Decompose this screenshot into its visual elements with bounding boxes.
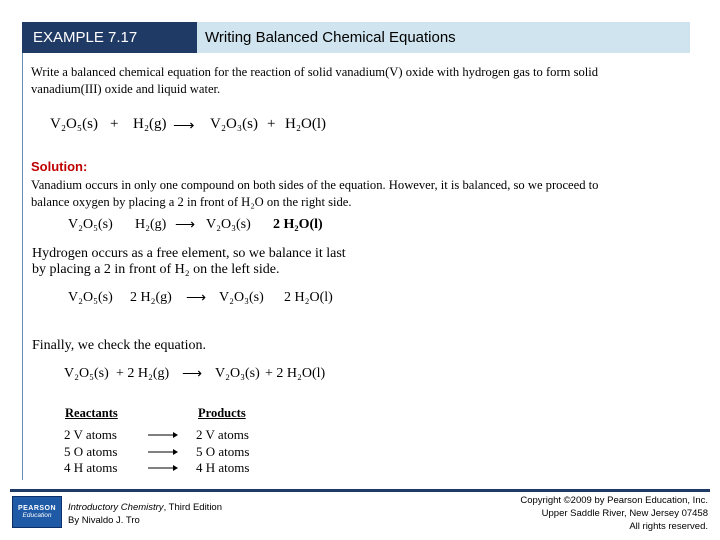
eq2-reactant-2: 2 H₂(g) [130,290,172,305]
eq1-reactant-2: H₂(g) [135,217,167,232]
table-row-3-product: 4 H atoms [196,460,250,475]
copyright-notice [520,494,708,533]
copyright-line: Copyright ©2009 by Pearson Education, Inc. [520,495,708,506]
row-3-arrow-icon [148,464,178,472]
footer-rule [10,489,710,492]
check-text: Finally, we check the equation. [32,338,207,353]
eq0-plus-2: + [267,116,276,132]
eq2-reactant-1: V₂O₅(s) [68,290,113,305]
products-header: Products [198,406,246,420]
hydrogen-explanation [32,246,346,278]
page-title-text: Writing Balanced Chemical Equations [205,29,456,46]
step1-equation [0,217,720,235]
solution-text [31,177,681,211]
row-1-arrow-icon [148,431,178,439]
eq1-reactant-1: V₂O₅(s) [68,217,113,232]
eq0-arrow: ⟶ [173,118,195,134]
eq1-product-2: 2 H₂O(l) [273,217,323,232]
logo-line-1: PEARSON [17,505,57,512]
eq2-product-2: 2 H₂O(l) [284,290,333,305]
eq1-arrow: ⟶ [175,218,196,233]
book-credit [68,501,222,527]
logo-line-2: Education [22,512,52,519]
eq3-arrow: ⟶ [182,367,203,382]
table-row-2-product: 5 O atoms [196,444,250,459]
table-row-1-reactant: 2 V atoms [64,427,117,442]
table-row-3-reactant: 4 H atoms [64,460,118,475]
unbalanced-equation [0,116,720,136]
solution-label: Solution: [31,159,88,174]
final-equation [0,366,720,384]
hydrogen-line-2: by placing a 2 in front of H₂ on the left side. [32,262,280,277]
problem-line-1: Write a balanced chemical equation for the reaction of solid vanadium(V) oxide with hydrogen gas to form solid [31,65,599,79]
row-2-arrow-icon [148,448,178,456]
eq0-reactant-2: H₂(g) [133,116,167,132]
eq1-product-1: V₂O₃(s) [206,217,251,232]
page-title [197,22,690,53]
eq3-product-1: V₂O₃(s) [215,366,260,381]
address-line: Upper Saddle River, New Jersey 07458 [541,508,708,519]
eq0-reactant-1: V₂O₅(s) [50,116,98,132]
book-title: Introductory Chemistry [68,502,164,513]
problem-statement [31,64,681,98]
reactants-header: Reactants [65,406,118,420]
eq0-product-1: V₂O₃(s) [210,116,258,132]
table-row-1-product: 2 V atoms [196,427,249,442]
table-row-2-reactant: 5 O atoms [64,444,118,459]
solution-line-2: balance oxygen by placing a 2 in front of H₂O on the right side. [31,195,352,209]
step2-equation [0,290,720,308]
eq3-plus-2: + 2 H₂O(l) [265,366,326,381]
eq2-product-1: V₂O₃(s) [219,290,264,305]
eq0-product-2: H₂O(l) [285,116,327,132]
pearson-logo [12,496,62,528]
hydrogen-line-1: Hydrogen occurs as a free element, so we balance it last [32,246,346,261]
eq2-arrow: ⟶ [186,291,207,306]
eq3-plus-1: + 2 H₂(g) [116,366,170,381]
example-label [22,22,197,53]
example-label-text: EXAMPLE 7.17 [33,29,138,46]
solution-line-1: Vanadium occurs in only one compound on both sides of the equation. However, it is balanced, so we proceed to [31,178,599,192]
book-author: By Nivaldo J. Tro [68,515,140,526]
eq0-plus-1: + [110,116,119,132]
eq3-reactant-1: V₂O₅(s) [64,366,109,381]
book-edition: , Third Edition [163,502,223,513]
problem-line-2: vanadium(III) oxide and liquid water. [31,82,221,96]
rights-line: All rights reserved. [629,521,708,532]
